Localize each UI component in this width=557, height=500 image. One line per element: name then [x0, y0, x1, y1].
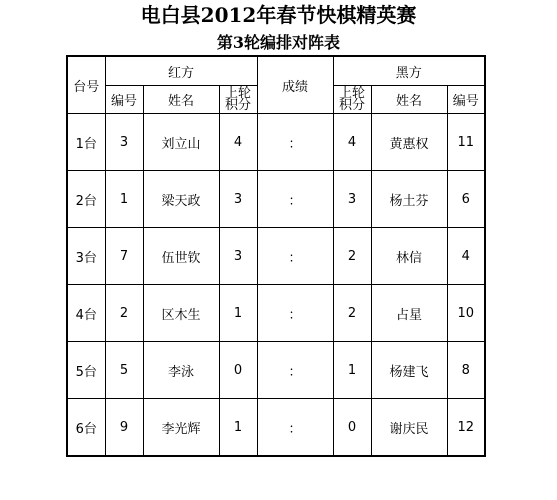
result-cell: ： [257, 342, 333, 399]
red-num-cell: 5 [105, 342, 143, 399]
black-name-cell: 杨土芬 [371, 171, 447, 228]
black-points-cell: 3 [333, 171, 371, 228]
table-row [67, 114, 485, 171]
black-num-cell: 12 [447, 399, 485, 457]
black-points-cell: 4 [333, 114, 371, 171]
black-name-cell: 杨建飞 [371, 342, 447, 399]
red-points-cell: 3 [219, 228, 257, 285]
black-points-cell: 1 [333, 342, 371, 399]
header-red: 红方 [105, 56, 257, 86]
red-num-cell: 9 [105, 399, 143, 457]
page-subtitle: 第3轮编排对阵表 [216, 33, 341, 52]
table-row [67, 171, 485, 228]
table-row [67, 342, 485, 399]
result-cell: ： [257, 399, 333, 457]
result-cell: ： [257, 285, 333, 342]
red-name-cell: 刘立山 [143, 114, 219, 171]
header-row-top [67, 56, 485, 86]
header-black-num: 编号 [447, 86, 485, 114]
header-board: 台号 [67, 56, 105, 114]
red-name-cell: 伍世钦 [143, 228, 219, 285]
board-cell: 5台 [67, 342, 105, 399]
red-num-cell: 1 [105, 171, 143, 228]
black-name-cell: 谢庆民 [371, 399, 447, 457]
header-black: 黑方 [333, 56, 485, 86]
header-red-prev-points [219, 86, 257, 114]
result-cell: ： [257, 171, 333, 228]
black-num-cell: 8 [447, 342, 485, 399]
red-name-cell: 李泳 [143, 342, 219, 399]
result-cell: ： [257, 228, 333, 285]
board-cell: 6台 [67, 399, 105, 457]
board-cell: 3台 [67, 228, 105, 285]
header-result: 成绩 [257, 56, 333, 114]
header-prev-line2: 积分 [224, 97, 251, 113]
red-points-cell: 1 [219, 399, 257, 457]
black-points-cell: 2 [333, 285, 371, 342]
header-prev-line1: 上轮 [338, 85, 365, 101]
red-name-cell: 李光辉 [143, 399, 219, 457]
header-red-name: 姓名 [143, 86, 219, 114]
black-num-cell: 4 [447, 228, 485, 285]
red-num-cell: 2 [105, 285, 143, 342]
board-cell: 1台 [67, 114, 105, 171]
black-points-cell: 0 [333, 399, 371, 457]
black-num-cell: 11 [447, 114, 485, 171]
red-points-cell: 3 [219, 171, 257, 228]
red-points-cell: 0 [219, 342, 257, 399]
black-num-cell: 10 [447, 285, 485, 342]
black-points-cell: 2 [333, 228, 371, 285]
table-row [67, 399, 485, 457]
black-num-cell: 6 [447, 171, 485, 228]
red-points-cell: 4 [219, 114, 257, 171]
table-row [67, 228, 485, 285]
board-cell: 2台 [67, 171, 105, 228]
black-name-cell: 林信 [371, 228, 447, 285]
page-title: 电白县2012年春节快棋精英赛 [140, 3, 417, 27]
header-black-name: 姓名 [371, 86, 447, 114]
header-black-prev-points [333, 86, 371, 114]
red-name-cell: 区木生 [143, 285, 219, 342]
red-points-cell: 1 [219, 285, 257, 342]
black-name-cell: 黄惠权 [371, 114, 447, 171]
result-cell: ： [257, 114, 333, 171]
red-name-cell: 梁天政 [143, 171, 219, 228]
pairing-table [66, 55, 486, 457]
header-prev-line2: 积分 [338, 97, 365, 113]
table-row [67, 285, 485, 342]
red-num-cell: 7 [105, 228, 143, 285]
header-red-num: 编号 [105, 86, 143, 114]
red-num-cell: 3 [105, 114, 143, 171]
black-name-cell: 占星 [371, 285, 447, 342]
board-cell: 4台 [67, 285, 105, 342]
header-prev-line1: 上轮 [224, 85, 251, 101]
